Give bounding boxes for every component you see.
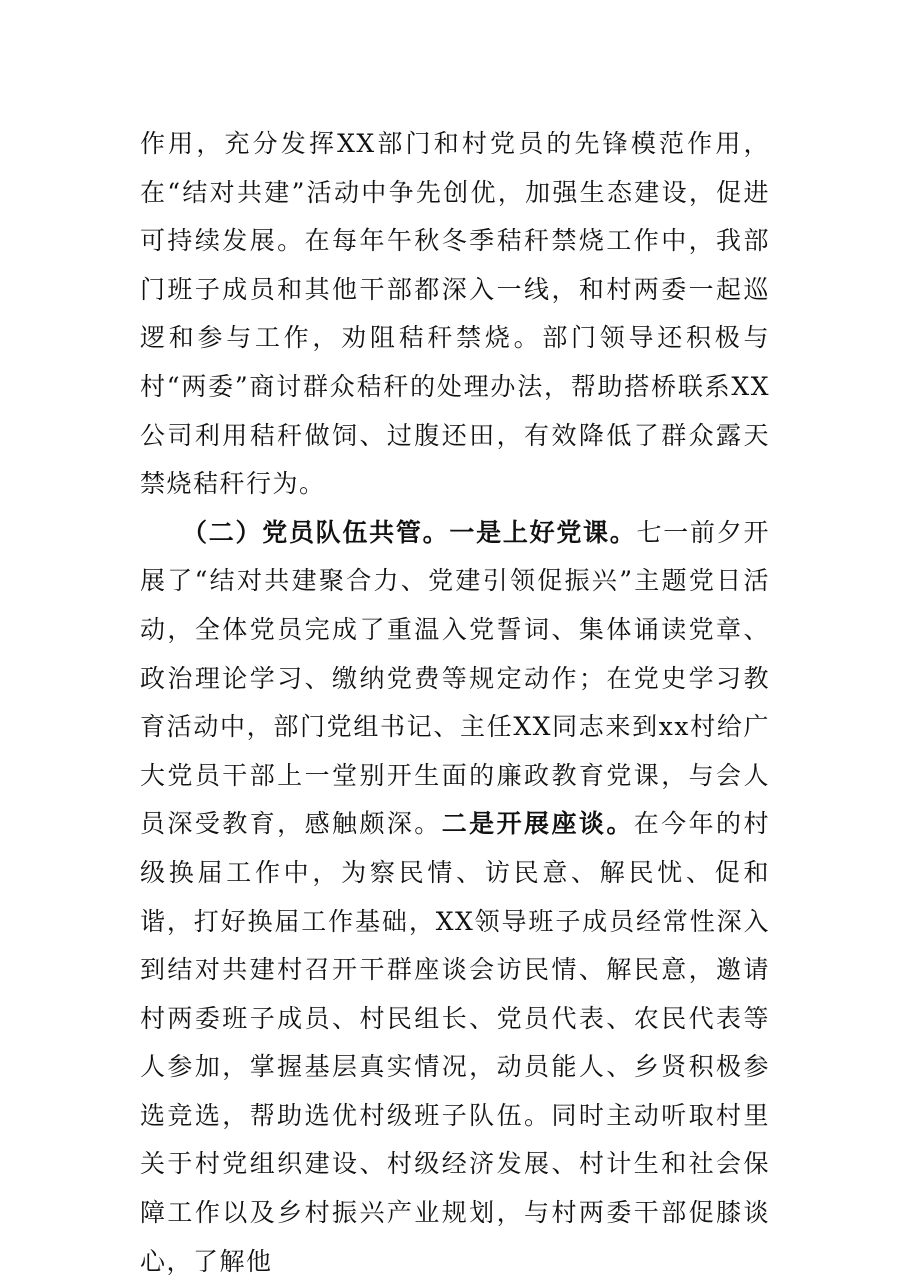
paragraph-text: 作用，充分发挥XX部门和村党员的先锋模范作用，在“结对共建”活动中争先创优，加强生态建设，促进可持续发展。在每年午秋冬季秸秆禁烧工作中，我部门班子成员和其他干部都深入一线，和村两委一起巡逻和参与工作，劝阻秸秆禁烧。部门领导还积极与村“两委”商讨群众秸秆的处理办法，帮助搭桥联系XX公司利用秸秆做饲、过腹还田，有效降低了群众露天禁烧秸秆行为。 (140, 129, 770, 499)
paragraph-continuation (140, 120, 770, 509)
paragraph-text: 在今年的村级换届工作中，为察民情、访民意、解民忧、促和谐，打好换届工作基础，XX领导班子成员经常性深入到结对共建村召开干群座谈会访民情、解民意，邀请村两委班子成员、村民组长、党员代表、农民代表等人参加，掌握基层真实情况，动员能人、乡贤积极参选竞选，帮助选优村级班子队伍。同时主动听取村里关于村党组织建设、村级经济发展、村计生和社会保障工作以及乡村振兴产业规划，与村两委干部促膝谈心，了解他 (140, 809, 770, 1276)
subheading-party-class: 一是上好党课。 (449, 517, 637, 547)
document-body (140, 120, 770, 1286)
paragraph-party-member-management (140, 509, 770, 1286)
subheading-symposium: 二是开展座谈。 (441, 809, 634, 839)
section-heading: （二）党员队伍共管。 (182, 517, 450, 547)
paragraph-text: 七一前夕开展了“结对共建聚合力、党建引领促振兴”主题党日活动，全体党员完成了重温入党誓词、集体诵读党章、政治理论学习、缴纳党费等规定动作；在党史学习教育活动中，部门党组书记、主任XX同志来到xx村给广大党员干部上一堂别开生面的廉政教育党课，与会人员深受教育，感触颇深。 (140, 517, 770, 839)
